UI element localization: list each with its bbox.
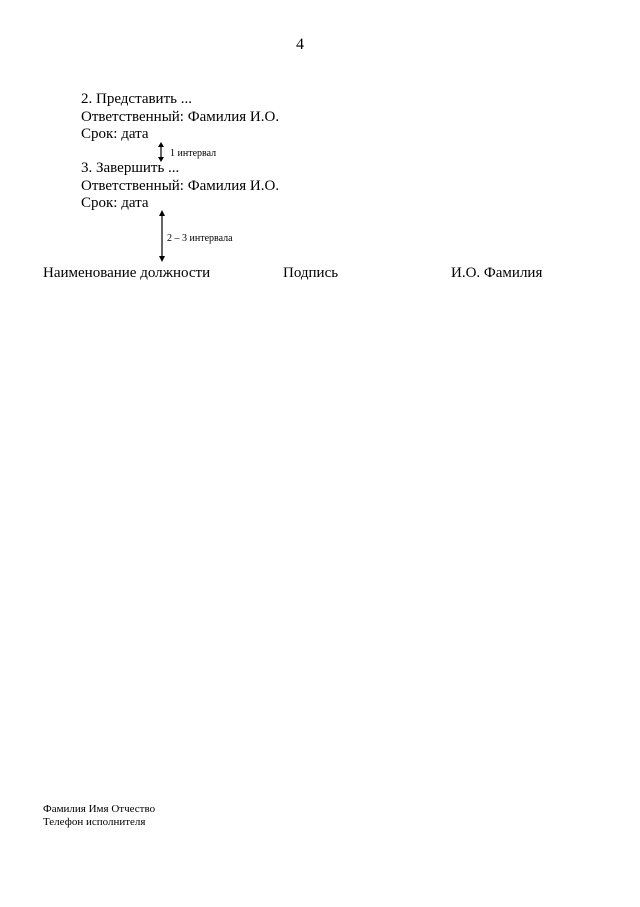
- spacing-note-one-interval: 1 интервал: [170, 148, 217, 159]
- signature-position: Наименование должности: [43, 265, 211, 281]
- executor-phone-label: Телефон исполнителя: [43, 816, 146, 828]
- item-title: 2. Представить ...: [81, 91, 192, 107]
- executor-name: Фамилия Имя Отчество: [43, 803, 156, 815]
- spacing-note-two-three-intervals: 2 – 3 интервала: [167, 233, 233, 244]
- item-deadline: Срок: дата: [81, 195, 149, 211]
- page-number: 4: [296, 36, 304, 53]
- item-responsible: Ответственный: Фамилия И.О.: [81, 109, 280, 125]
- item-title: 3. Завершить ...: [81, 160, 180, 176]
- signature-name: И.О. Фамилия: [451, 265, 543, 281]
- signature-label: Подпись: [283, 265, 339, 281]
- item-deadline: Срок: дата: [81, 126, 149, 142]
- double-arrow-icon: [157, 142, 169, 162]
- item-responsible: Ответственный: Фамилия И.О.: [81, 178, 280, 194]
